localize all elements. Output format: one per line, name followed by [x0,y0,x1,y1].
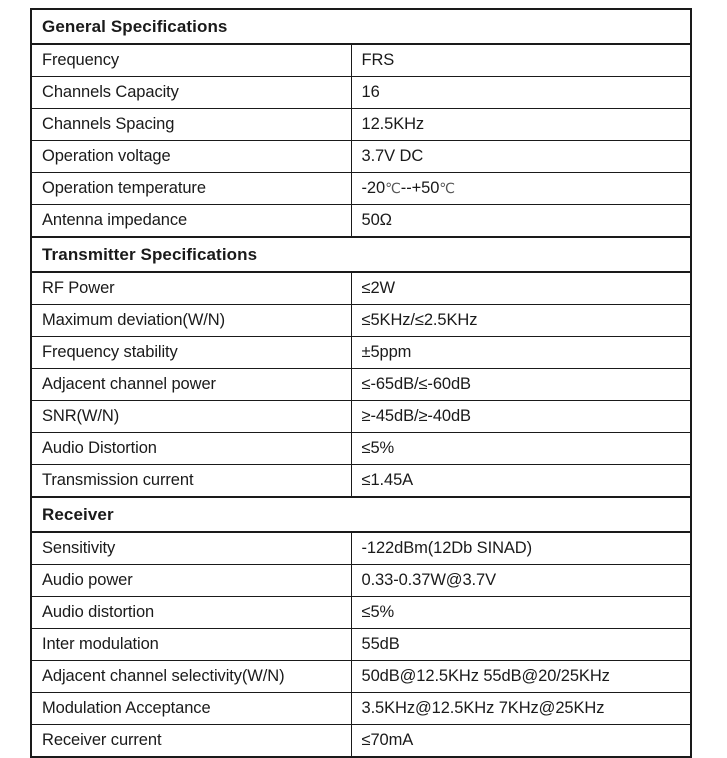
table-row [31,141,691,173]
section-header-label: Receiver [31,497,691,532]
spec-label-cell: Transmission current [31,465,351,498]
spec-label-cell: Maximum deviation(W/N) [31,305,351,337]
table-row [31,629,691,661]
spec-value-cell: 16 [351,77,691,109]
spec-label-cell: RF Power [31,272,351,305]
table-row [31,465,691,498]
table-row [31,401,691,433]
spec-value-cell: 0.33-0.37W@3.7V [351,565,691,597]
section-header-row [31,237,691,272]
specification-sheet [30,8,690,758]
spec-value-cell: ≤-65dB/≤-60dB [351,369,691,401]
spec-label-cell: Audio Distortion [31,433,351,465]
table-row [31,565,691,597]
spec-label-cell: Antenna impedance [31,205,351,238]
spec-label-cell: Channels Spacing [31,109,351,141]
spec-value-cell: 12.5KHz [351,109,691,141]
spec-value-cell: ±5ppm [351,337,691,369]
section-header-label: Transmitter Specifications [31,237,691,272]
section-header-label: General Specifications [31,9,691,44]
spec-value-cell: -20℃--+50℃ [351,173,691,205]
spec-label-cell: Inter modulation [31,629,351,661]
section-header-row [31,497,691,532]
spec-value-cell: ≤1.45A [351,465,691,498]
table-row [31,77,691,109]
spec-value-cell: 55dB [351,629,691,661]
spec-label-cell: Audio power [31,565,351,597]
spec-label-cell: Adjacent channel power [31,369,351,401]
spec-label-cell: Sensitivity [31,532,351,565]
table-row [31,44,691,77]
spec-value-cell: ≤5KHz/≤2.5KHz [351,305,691,337]
spec-label-cell: Receiver current [31,725,351,758]
spec-label-cell: Adjacent channel selectivity(W/N) [31,661,351,693]
spec-value-cell: 3.5KHz@12.5KHz 7KHz@25KHz [351,693,691,725]
degree-celsius-glyph: ℃ [385,181,401,198]
spec-label-cell: Frequency stability [31,337,351,369]
spec-label-cell: Channels Capacity [31,77,351,109]
table-row [31,337,691,369]
spec-value-cell: ≤2W [351,272,691,305]
table-row [31,661,691,693]
table-row [31,369,691,401]
spec-value-cell: ≤5% [351,433,691,465]
spec-label-cell: Frequency [31,44,351,77]
spec-label-cell: Operation voltage [31,141,351,173]
spec-value-cell: ≤5% [351,597,691,629]
specifications-table [30,8,692,758]
degree-celsius-glyph: ℃ [439,181,456,198]
specifications-table-body [31,9,691,757]
table-row [31,109,691,141]
table-row [31,693,691,725]
table-row [31,597,691,629]
table-row [31,532,691,565]
table-row [31,433,691,465]
spec-label-cell: Modulation Acceptance [31,693,351,725]
table-row [31,205,691,238]
spec-value-cell: 50Ω [351,205,691,238]
spec-label-cell: Audio distortion [31,597,351,629]
table-row [31,173,691,205]
spec-label-cell: SNR(W/N) [31,401,351,433]
table-row [31,272,691,305]
spec-label-cell: Operation temperature [31,173,351,205]
spec-value-cell: -122dBm(12Db SINAD) [351,532,691,565]
spec-value-cell: FRS [351,44,691,77]
section-header-row [31,9,691,44]
spec-value-cell: ≥-45dB/≥-40dB [351,401,691,433]
spec-value-cell: 3.7V DC [351,141,691,173]
spec-value-cell: 50dB@12.5KHz 55dB@20/25KHz [351,661,691,693]
table-row [31,305,691,337]
spec-value-cell: ≤70mA [351,725,691,758]
table-row [31,725,691,758]
